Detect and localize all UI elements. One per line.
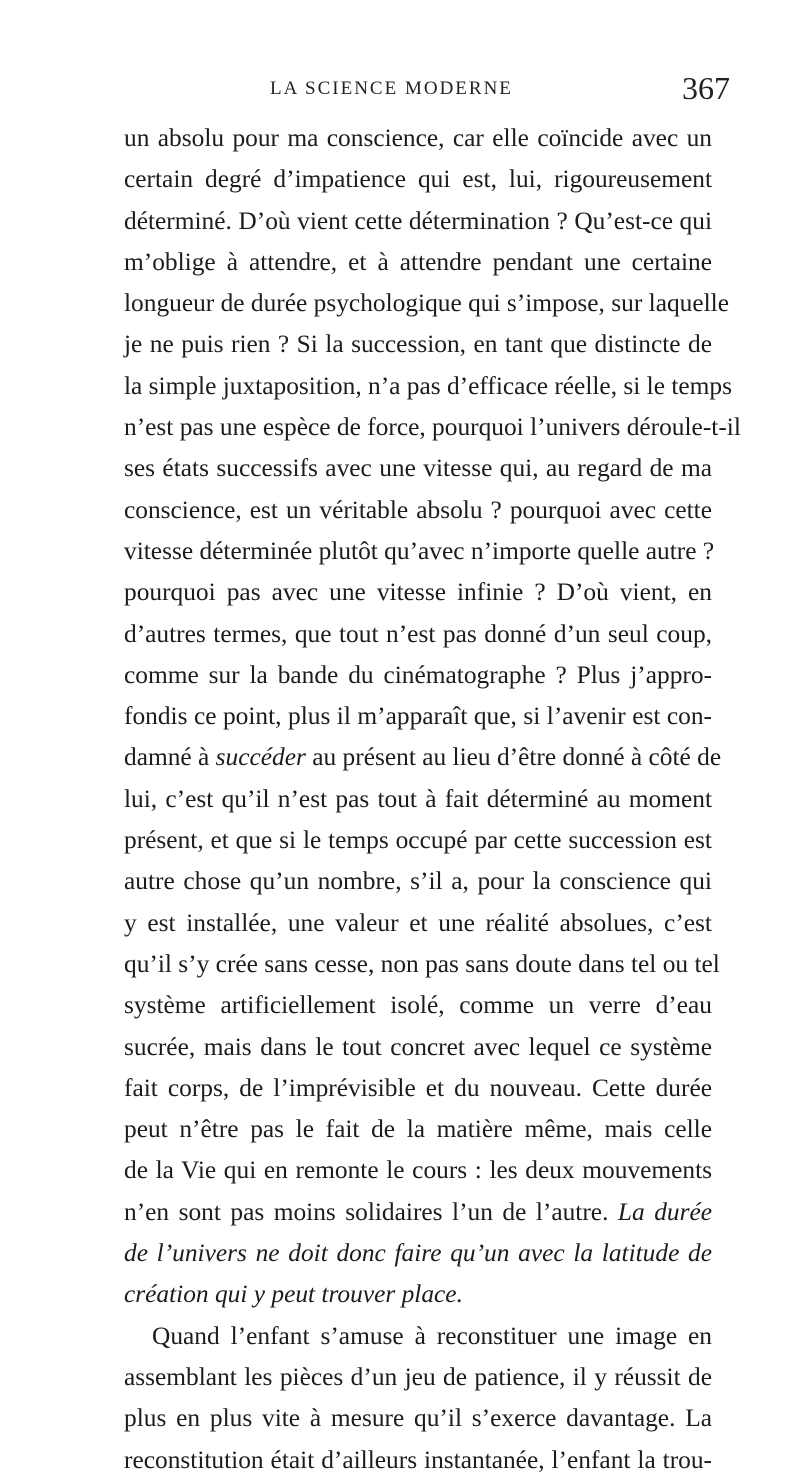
text-line: de la Vie qui en remonte le cours : les deux mouvements	[124, 1156, 712, 1185]
text-line: peut n’être pas le fait de la matière même, mais celle	[124, 1115, 712, 1144]
paragraph-first-line: Quand l’enfant s’amuse à reconstituer une image en	[152, 1321, 712, 1350]
text-line: y est installée, une valeur et une réalité absolues, c’est	[124, 908, 712, 937]
italic-line: de l’univers ne doit donc faire qu’un avec la latitude de	[124, 1239, 712, 1268]
text-line: conscience, est un véritable absolu ? pourquoi avec cette	[124, 495, 712, 524]
text-line: certain degré d’impatience qui est, lui, rigoureusement	[124, 165, 712, 194]
text-line: je ne puis rien ? Si la succession, en tant que distincte de	[124, 330, 712, 359]
text-line: sucrée, mais dans le tout concret avec lequel ce système	[124, 1032, 712, 1061]
italic-run: La durée	[617, 1197, 713, 1226]
text-line: longueur de durée psychologique qui s’impose, sur laquelle	[124, 289, 729, 318]
text-line: comme sur la bande du cinématographe ? Plus j’appro-	[124, 660, 712, 689]
text-line: lui, c’est qu’il n’est pas tout à fait déterminé au moment	[124, 784, 712, 813]
page-number: 367	[682, 70, 730, 106]
text-line: assemblant les pièces d’un jeu de patience, il y réussit de	[124, 1362, 712, 1391]
text-line: présent, et que si le temps occupé par cette succession est	[124, 826, 712, 855]
text-line: pourquoi pas avec une vitesse infinie ? D’où vient, en	[124, 578, 712, 607]
text-line: un absolu pour ma conscience, car elle coïncide avec un	[124, 124, 712, 152]
text-line: ses états successifs avec une vitesse qui, au regard de ma	[124, 454, 712, 483]
text-run: n’en sont pas moins solidaires l’un de l’autre.	[124, 1197, 618, 1226]
text-line: plus en plus vite à mesure qu’il s’exerce davantage. La	[124, 1404, 712, 1433]
italic-line: création qui y peut trouver place.	[124, 1280, 463, 1309]
text-line: n’est pas une espèce de force, pourquoi l’univers déroule-t-il	[124, 413, 741, 442]
text-run: damné à	[124, 743, 216, 772]
text-line: fait corps, de l’imprévisible et du nouveau. Cette durée	[124, 1073, 712, 1102]
text-line-with-italic	[124, 737, 722, 778]
text-run: au présent au lieu d’être donné à côté de	[305, 743, 722, 772]
text-line: autre chose qu’un nombre, s’il a, pour la conscience qui	[124, 867, 712, 896]
text-line: reconstitution était d’ailleurs instantanée, l’enfant la trou-	[124, 1445, 712, 1474]
text-line: système artificiellement isolé, comme un verre d’eau	[124, 991, 712, 1020]
text-line: fondis ce point, plus il m’apparaît que, si l’avenir est con-	[124, 702, 712, 731]
italic-run: succéder	[215, 743, 306, 772]
text-line: vitesse déterminée plutôt qu’avec n’importe quelle autre ?	[124, 536, 715, 565]
text-line: d’autres termes, que tout n’est pas donné d’un seul coup,	[124, 619, 712, 648]
text-line: la simple juxtaposition, n’a pas d’efficace réelle, si le temps	[124, 371, 732, 400]
text-line-with-italic	[124, 1192, 712, 1233]
text-line: déterminé. D’où vient cette détermination ? Qu’est-ce qui	[124, 206, 712, 235]
text-line: m’oblige à attendre, et à attendre pendant une certaine	[124, 247, 712, 276]
running-header	[0, 70, 800, 118]
text-line: qu’il s’y crée sans cesse, non pas sans doute dans tel ou tel	[124, 949, 720, 978]
running-title: LA SCIENCE MODERNE	[270, 78, 513, 99]
body-text	[124, 118, 741, 1481]
